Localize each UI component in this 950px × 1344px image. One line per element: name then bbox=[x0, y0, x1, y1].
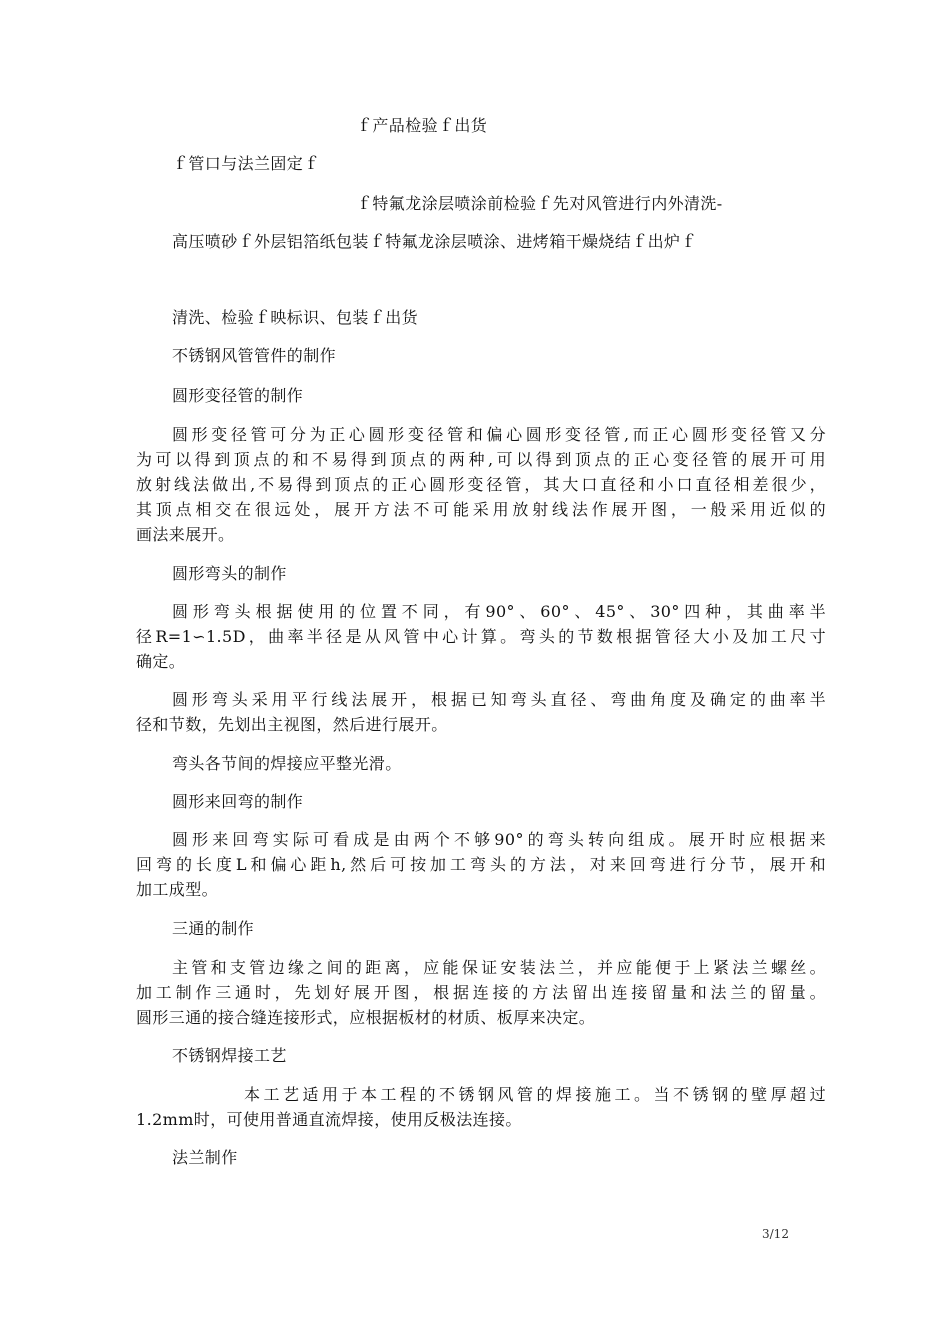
paragraph-line: 放射线法做出,不易得到顶点的正心圆形变径管，其大口直径和小口直径相差很少， bbox=[136, 475, 826, 494]
paragraph-line: 加工成型。 bbox=[136, 880, 219, 899]
paragraph-line: 加工制作三通时，先划好展开图，根据连接的方法留出连接留量和法兰的留量。 bbox=[136, 983, 826, 1002]
paragraph-line: 画法来展开。 bbox=[136, 525, 235, 544]
subsection-heading: 圆形来回弯的制作 bbox=[172, 792, 304, 811]
subsection-heading: 法兰制作 bbox=[172, 1148, 238, 1167]
paragraph-line: 径和节数，先划出主视图，然后进行展开。 bbox=[136, 715, 448, 734]
flow-line-3: ｆ特氟龙涂层喷涂前检验ｆ先对风管进行内外清洗- bbox=[356, 194, 723, 213]
page-number: 3/12 bbox=[762, 1227, 789, 1241]
flow-line-1: ｆ产品检验ｆ出货 bbox=[356, 116, 488, 135]
paragraph-line: 回弯的长度L和偏心距h,然后可按加工弯头的方法，对来回弯进行分节，展开和 bbox=[136, 855, 826, 874]
paragraph-line: 1.2mm时，可使用普通直流焊接，使用反极法连接。 bbox=[136, 1110, 522, 1129]
paragraph-line: 本工艺适用于本工程的不锈钢风管的焊接施工。当不锈钢的壁厚超过 bbox=[244, 1085, 826, 1104]
paragraph-line: 圆形三通的接合缝连接形式，应根据板材的材质、板厚来决定。 bbox=[136, 1008, 596, 1027]
paragraph-line: 其顶点相交在很远处，展开方法不可能采用放射线法作展开图，一般采用近似的 bbox=[136, 500, 826, 519]
paragraph-line: 径R=1∽1.5D，曲率半径是从风管中心计算。弯头的节数根据管径大小及加工尺寸 bbox=[136, 627, 826, 646]
subsection-heading: 圆形变径管的制作 bbox=[172, 386, 304, 405]
paragraph-line: 主管和支管边缘之间的距离，应能保证安装法兰，并应能便于上紧法兰螺丝。 bbox=[172, 958, 826, 977]
paragraph-line: 圆形弯头采用平行线法展开，根据已知弯头直径、弯曲角度及确定的曲率半 bbox=[172, 690, 826, 709]
flow-line-4: 高压喷砂ｆ外层铝箔纸包装ｆ特氟龙涂层喷涂、进烤箱干燥烧结ｆ出炉ｆ bbox=[172, 232, 697, 251]
paragraph-line: 圆形来回弯实际可看成是由两个不够90°的弯头转向组成。展开时应根据来 bbox=[172, 830, 826, 849]
flow-line-2: ｆ管口与法兰固定ｆ bbox=[172, 154, 320, 173]
paragraph-line: 为可以得到顶点的和不易得到顶点的两种,可以得到顶点的正心变径管的展开可用 bbox=[136, 450, 826, 469]
paragraph-line: 圆形弯头根据使用的位置不同，有90°、60°、45°、30°四种，其曲率半 bbox=[172, 602, 826, 621]
flow-line-5: 清洗、检验ｆ映标识、包装ｆ出货 bbox=[172, 308, 419, 327]
subsection-heading: 三通的制作 bbox=[172, 919, 255, 938]
paragraph-line: 弯头各节间的焊接应平整光滑。 bbox=[172, 754, 402, 773]
paragraph-line: 确定。 bbox=[136, 652, 186, 671]
section-heading: 不锈钢风管管件的制作 bbox=[172, 346, 337, 365]
subsection-heading: 圆形弯头的制作 bbox=[172, 564, 287, 583]
subsection-heading: 不锈钢焊接工艺 bbox=[172, 1046, 287, 1065]
paragraph-line: 圆形变径管可分为正心圆形变径管和偏心圆形变径管,而正心圆形变径管又分 bbox=[172, 425, 826, 444]
